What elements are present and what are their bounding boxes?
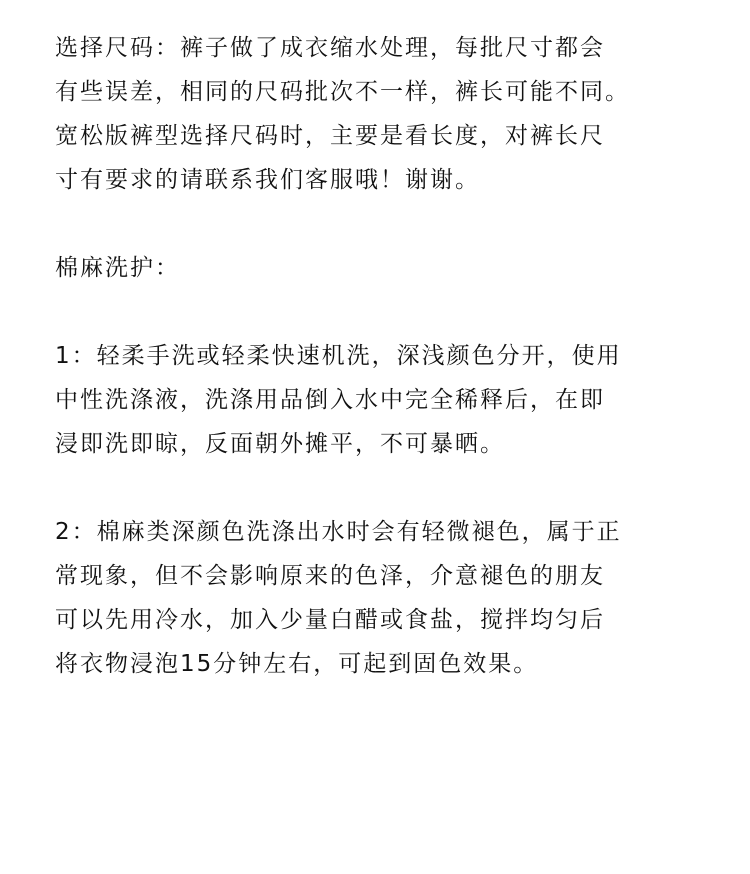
care-heading: 棉麻洗护： [55,255,180,281]
paragraph-gap [55,290,705,334]
paragraph-gap [55,466,705,510]
product-description [55,26,705,686]
text-line: 有些误差，相同的尺码批次不一样，裤长可能不同。 [55,79,630,105]
text-line: 将衣物浸泡15分钟左右，可起到固色效果。 [55,651,539,677]
text-line: 2：棉麻类深颜色洗涤出水时会有轻微褪色，属于正 [55,519,622,545]
text-line: 可以先用冷水，加入少量白醋或食盐，搅拌均匀后 [55,607,605,633]
care-tip-2 [55,510,705,686]
size-note-paragraph [55,26,705,202]
text-line: 中性洗涤液，洗涤用品倒入水中完全稀释后，在即 [55,387,605,413]
text-line: 寸有要求的请联系我们客服哦！谢谢。 [55,167,480,193]
care-tip-1 [55,334,705,466]
text-line: 1：轻柔手洗或轻柔快速机洗，深浅颜色分开，使用 [55,343,622,369]
text-line: 常现象，但不会影响原来的色泽，介意褪色的朋友 [55,563,605,589]
paragraph-gap [55,202,705,246]
text-line: 选择尺码：裤子做了成衣缩水处理，每批尺寸都会 [55,35,605,61]
care-heading-paragraph [55,246,705,290]
text-line: 宽松版裤型选择尺码时，主要是看长度，对裤长尺 [55,123,605,149]
text-line: 浸即洗即晾，反面朝外摊平，不可暴晒。 [55,431,505,457]
